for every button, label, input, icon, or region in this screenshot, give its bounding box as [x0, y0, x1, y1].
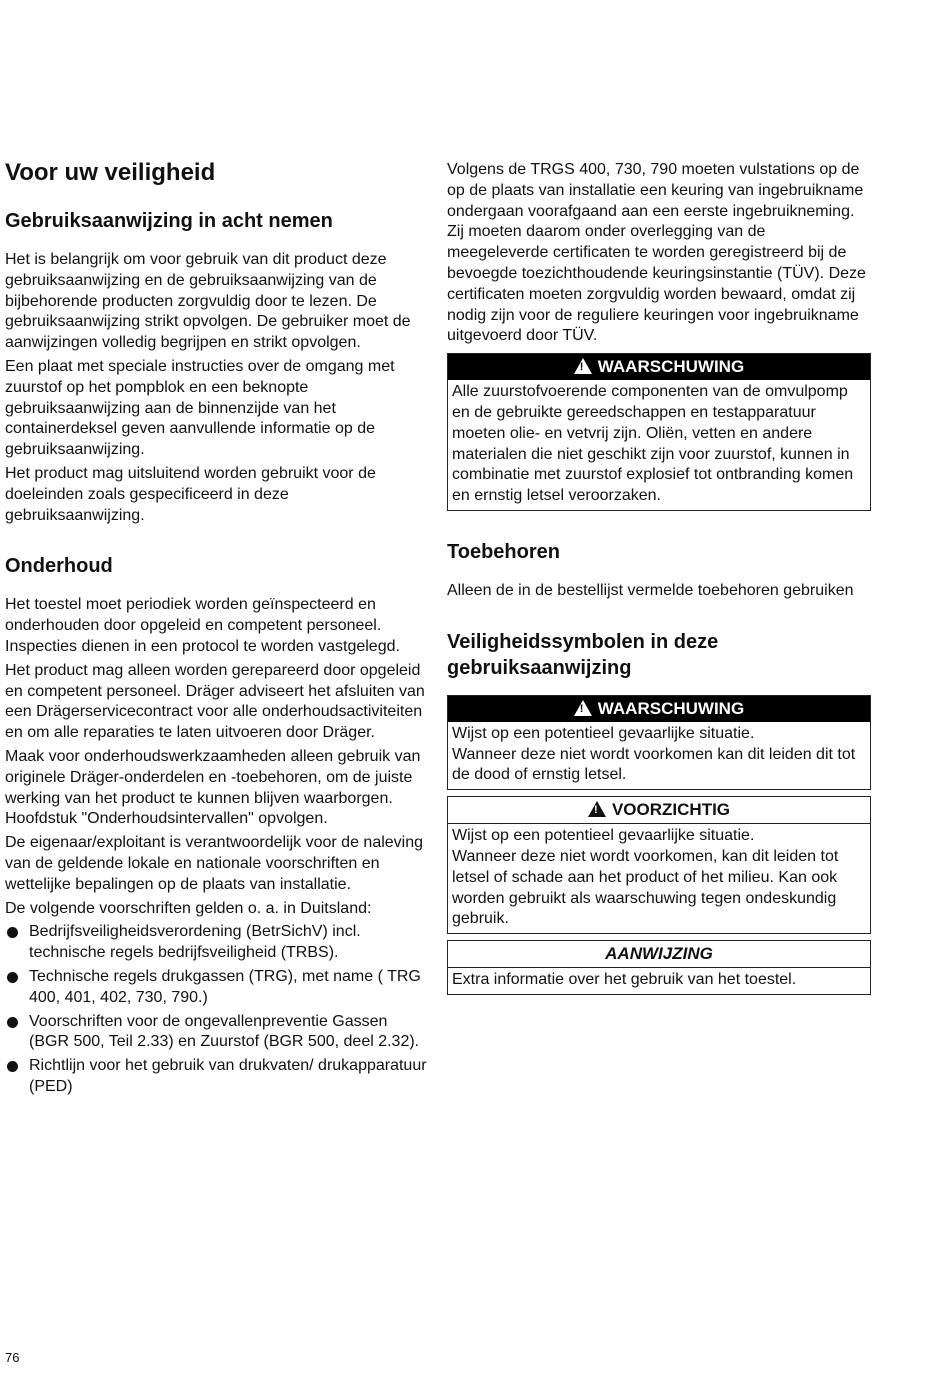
caution-triangle-icon	[588, 801, 606, 817]
list-item	[5, 967, 430, 1009]
section-title-maintenance: Onderhoud	[5, 555, 113, 578]
warning-line: Wanneer deze niet wordt voorkomen kan dit leiden dit tot de dood of ernstig letsel.	[452, 745, 856, 784]
paragraph: Het product mag uitsluitend worden gebruikt voor de doeleinden zoals gespecificeerd in deze gebruiksaanwijzing.	[5, 464, 376, 524]
bullet-icon	[7, 1017, 18, 1028]
list-item	[5, 1012, 430, 1054]
paragraph: Volgens de TRGS 400, 730, 790 moeten vulstations op de op de plaats van installatie een keuring van ingebruikname ondergaan voorafgaand aan een eerste ingebruikneming. Zij moeten daarom onder overlegging van de meegeleverde certificaten te worden geregistreerd bij de bevoegde toezichthoudende keuringsinstantie (TÜV). Deze certificaten moeten zorgvuldig worden bewaard, omdat zij nodig zijn voor de reguliere keuringen voor ingebruikname uitgevoerd door TÜV.	[447, 161, 866, 345]
page-number: 76	[5, 1350, 20, 1365]
note-symbol-box	[447, 940, 871, 995]
list-item	[5, 922, 430, 964]
paragraph: De volgende voorschriften gelden o. a. in Duitsland:	[5, 899, 372, 917]
warning-header	[448, 696, 870, 722]
list-item	[5, 1056, 430, 1098]
warning-text: Alle zuurstofvoerende componenten van de omvulpomp en de gebruikte gereedschappen en testapparatuur moeten olie- en vetvrij zijn. Oliën, vetten en andere materialen die niet geschikt zijn voor zuurstof, kunnen in combinatie met zuurstof explosief tot ontbranding komen en ernstig letsel veroorzaken.	[452, 383, 854, 505]
paragraph: Een plaat met speciale instructies over de omgang met zuurstof op het pompblok en een beknopte gebruiksaanwijzing aan de binnenzijde van het containerdeksel geven aanvullende informatie op de gebruiksaanwijzing.	[5, 357, 395, 459]
caution-line: Wanneer deze niet wordt voorkomen, kan dit leiden tot letsel of schade aan het product of het milieu. Kan ook worden gebruikt als waarschuwing tegen ondeskundig gebruik.	[452, 847, 839, 928]
bullet-icon	[7, 1061, 18, 1072]
warning-label: WAARSCHUWING	[597, 357, 745, 377]
section-title-safety-symbols: Veiligheidssymbolen in deze gebruiksaanwijzing	[447, 630, 719, 679]
bullet-icon	[7, 927, 18, 938]
section-title-accessories: Toebehoren	[447, 540, 560, 563]
note-text: Extra informatie over het gebruik van het toestel.	[452, 971, 797, 989]
page-title: Voor uw veiligheid	[5, 159, 216, 186]
warning-triangle-icon	[574, 700, 592, 716]
paragraph: Maak voor onderhoudswerkzaamheden alleen gebruik van originele Dräger-onderdelen en -toebehoren, om de juiste werking van het product te kunnen blijven waarborgen. Hoofdstuk "Onderhoudsintervallen" opvolgen.	[5, 747, 421, 828]
paragraph: Het is belangrijk om voor gebruik van dit product deze gebruiksaanwijzing en de gebruiksaanwijzing van de bijbehorende producten zorgvuldig door te lezen. De gebruiksaanwijzing strikt opvolgen. De gebruiker moet de aanwijzingen volledig begrijpen en strikt opvolgen.	[5, 251, 411, 352]
warning-box	[447, 353, 871, 511]
warning-header	[448, 354, 870, 380]
warning-triangle-icon	[574, 358, 592, 374]
bullet-icon	[7, 972, 18, 983]
list-item-text: Technische regels drukgassen (TRG), met name ( TRG 400, 401, 402, 730, 790.)	[29, 967, 421, 1006]
left-column	[5, 208, 430, 1101]
note-label: AANWIJZING	[605, 944, 713, 964]
paragraph: Het toestel moet periodiek worden geïnspecteerd en onderhouden door opgeleid en competent personeel. Inspecties dienen in een protocol te worden vastgelegd.	[5, 596, 400, 655]
list-item-text: Bedrijfsveiligheidsverordening (BetrSichV) incl. technische regels bedrijfsveiligheid (TRBS).	[29, 923, 361, 962]
note-header	[448, 941, 870, 968]
warning-label: WAARSCHUWING	[597, 698, 745, 718]
paragraph: Alleen de in de bestellijst vermelde toebehoren gebruiken	[447, 581, 854, 599]
paragraph: De eigenaar/exploitant is verantwoordelijk voor de naleving van de geldende lokale en nationale voorschriften en wettelijke bepalingen op de plaats van installatie.	[5, 834, 424, 893]
warning-symbol-box	[447, 695, 871, 790]
section-title-instructions: Gebruiksaanwijzing in acht nemen	[5, 210, 333, 232]
caution-label: VOORZICHTIG	[611, 800, 731, 820]
caution-header	[448, 797, 870, 824]
warning-description	[448, 722, 870, 789]
warning-line: Wijst op een potentieel gevaarlijke situatie.	[452, 724, 755, 742]
regulations-list	[5, 922, 430, 1097]
caution-line: Wijst op een potentieel gevaarlijke situatie.	[452, 827, 755, 845]
caution-symbol-box	[447, 796, 871, 934]
caution-description	[448, 824, 870, 933]
paragraph: Het product mag alleen worden gerepareerd door opgeleid en competent personeel. Dräger adviseert het afsluiten van een Drägerservicecontract voor alle onderhoudsactiviteiten en om alle reparaties te laten uitvoeren door Dräger.	[5, 661, 425, 742]
list-item-text: Voorschriften voor de ongevallenpreventie Gassen (BGR 500, Teil 2.33) en Zuurstof (BGR 500, deel 2.32).	[29, 1012, 420, 1051]
right-column	[447, 160, 871, 1001]
list-item-text: Richtlijn voor het gebruik van drukvaten/ drukapparatuur (PED)	[29, 1057, 427, 1095]
